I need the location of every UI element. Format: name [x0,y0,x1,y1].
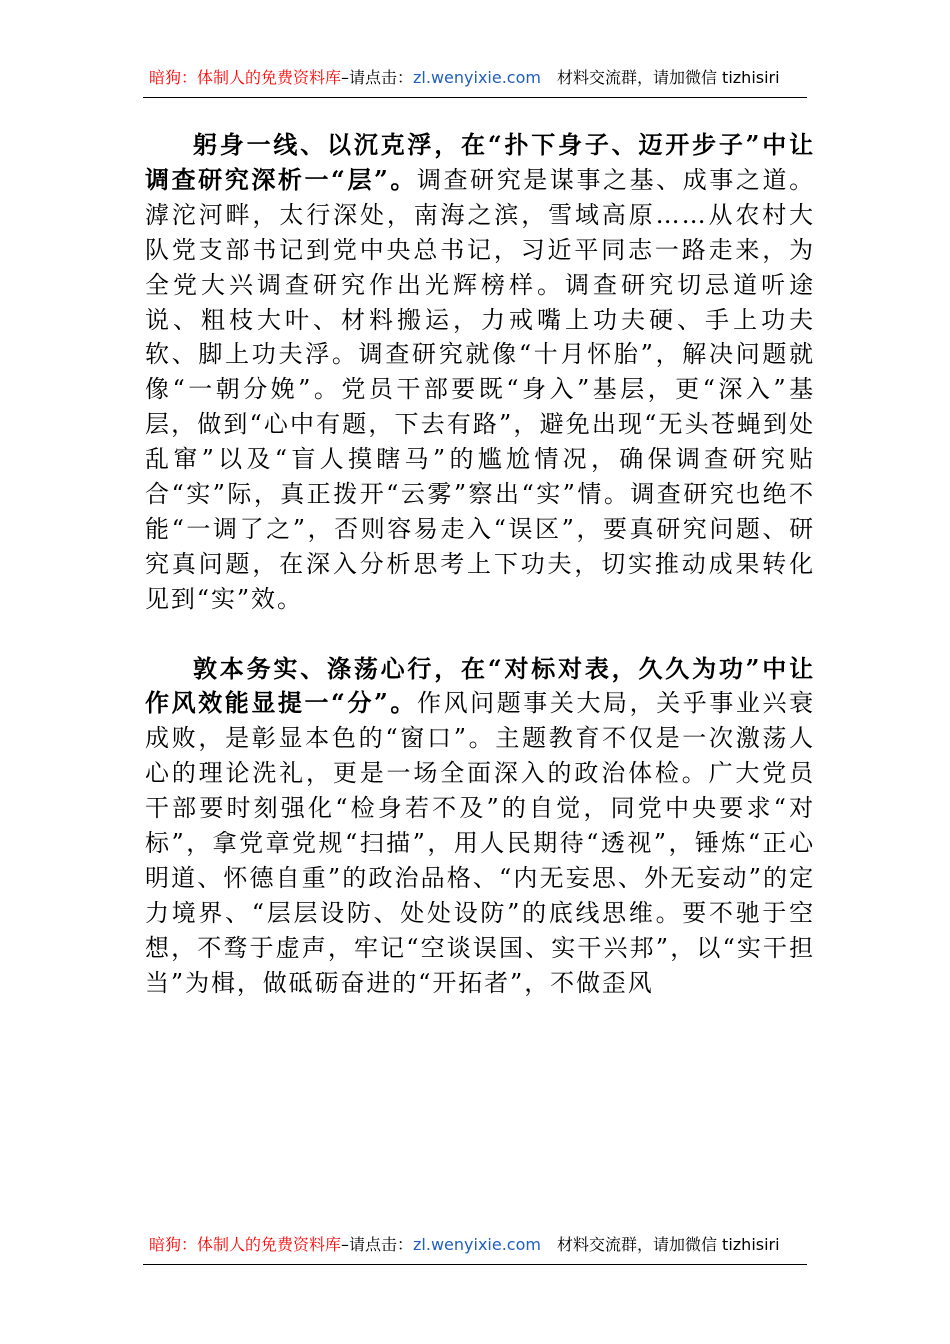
paragraph-1 [145,128,815,617]
paragraph-2-heading: 敦本务实、涤荡心行，在“对标对表，久久为功”中让作风效能显提一“分”。 [145,653,815,718]
document-body [145,128,815,1001]
paragraph-1-body: 调查研究是谋事之基、成事之道。滹沱河畔，太行深处，南海之滨，雪域高原……从农村大队党支部书记到党中央总书记，习近平同志一路走来，为全党大兴调查研究作出光辉榜样。调查研究切忌道听途说、粗枝大叶、材料搬运，力戒嘴上功夫硬、手上功夫软、脚上功夫浮。调查研究就像“十月怀胎”，解决问题就像“一朝分娩”。党员干部要既“身入”基层，更“深入”基层，做到“心中有题，下去有路”，避免出现“无头苍蝇到处乱窜”以及“盲人摸瞎马”的尴尬情况，确保调查研究贴合“实”际，真正拨开“云雾”察出“实”情。调查研究也绝不能“一调了之”，否则容易走入“误区”，要真研究问题、研究真问题，在深入分析思考上下功夫，切实推动成果转化见到“实”效。 [145,165,815,613]
banner-url-link[interactable]: zl.wenyixie.com [413,68,541,87]
banner-click-prompt: –请点击： [341,68,414,87]
footer-banner [143,1231,807,1265]
paragraph-2 [145,652,815,1001]
banner-group-note: 材料交流群，请加微信 tizhisiri [556,68,780,87]
paragraph-1-heading: 躬身一线、以沉克浮，在“扑下身子、迈开步子”中让调查研究深析一“层”。 [145,130,815,194]
paragraph-2-body: 作风问题事关大局，关乎事业兴衰成败，是彰显本色的“窗口”。主题教育不仅是一次激荡人心的理论洗礼，更是一场全面深入的政治体检。广大党员干部要时刻强化“检身若不及”的自觉，同党中央要求“对标”，拿党章党规“扫描”，用人民期待“透视”，锤炼“正心明道、怀德自重”的政治品格、“内无妄思、外无妄动”的定力境界、“层层设防、处处设防”的底线思维。要不驰于空想，不骛于虚声，牢记“空谈误国、实干兴邦”，以“实干担当”为楫，做砥砺奋进的“开拓者”，不做歪风 [145,689,815,997]
header-banner [143,64,807,98]
banner-site-name: 暗狗：体制人的免费资料库 [149,68,342,87]
footer-click-prompt: –请点击： [341,1235,414,1254]
footer-site-name: 暗狗：体制人的免费资料库 [149,1235,342,1254]
footer-group-note: 材料交流群，请加微信 tizhisiri [556,1235,780,1254]
footer-url-link[interactable]: zl.wenyixie.com [413,1235,541,1254]
